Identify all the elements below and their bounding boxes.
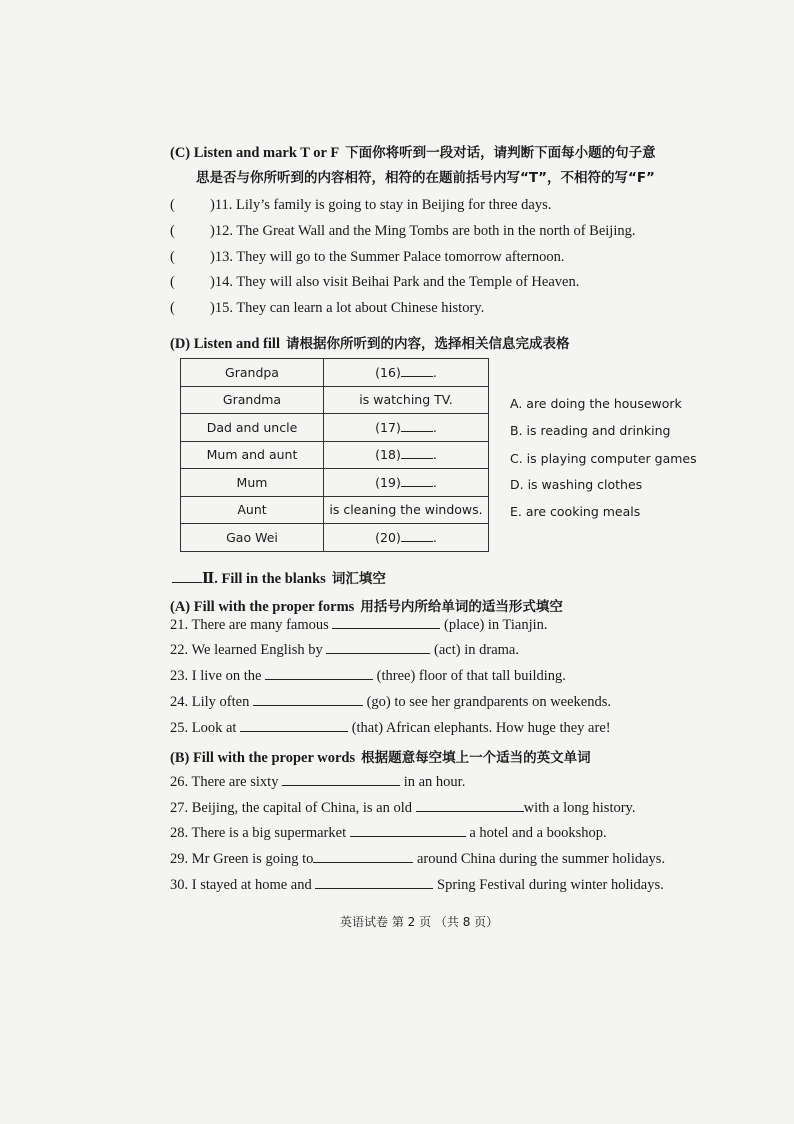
tf-text: )11. Lily’s family is going to stay in Beijing for three days. [210,197,552,213]
tf-item-15 [170,300,484,317]
table-cell-person: Grandpa [181,359,324,387]
section-b-title: (B) Fill with the proper words [170,750,356,766]
part-2-title: Ⅱ. Fill in the blanks [202,571,326,587]
activity-dot: . [432,474,437,490]
fill-item-27 [170,799,636,817]
table-row [181,386,489,414]
table-cell-activity: is watching TV. [324,386,489,414]
part-2-title-cn: 词汇填空 [331,571,386,587]
option-b: B. is reading and drinking [510,423,671,438]
answer-blank[interactable] [401,476,433,487]
section-a-title: (A) Fill with the proper forms [170,599,355,615]
section-a-instruction: 用括号内所给单词的适当形式填空 [360,599,563,615]
section-a-heading [170,595,563,616]
table-row [181,496,489,524]
activity-text: (17) [375,419,401,435]
option-a: A. are doing the housework [510,396,682,411]
activity-text: (18) [375,447,401,463]
table-cell-person: Grandma [181,386,324,414]
tf-paren: ( [170,249,175,265]
item-text-after: with a long history. [523,800,636,816]
item-text-after: (place) in Tianjin. [444,617,548,633]
item-text-before: 24. Lily often [170,694,250,710]
section-c-title: (C) Listen and mark T or F [170,145,340,161]
table-cell-activity: is cleaning the windows. [324,496,489,524]
section-d-instruction: 请根据你所听到的内容，选择相关信息完成表格 [285,336,570,352]
tf-paren: ( [170,300,175,316]
answer-blank[interactable] [313,850,413,863]
tf-text: )15. They can learn a lot about Chinese history. [210,300,485,316]
item-text-after: (go) to see her grandparents on weekends. [366,694,611,710]
item-text-after: a hotel and a bookshop. [469,825,607,841]
fill-item-21 [170,616,548,634]
item-text-after: in an hour. [403,774,466,790]
activity-dot: . [432,447,437,463]
section-c-instruction-2: 思是否与你所听到的内容相符，相符的在题前括号内写“T”，不相符的写“F” [196,170,655,186]
fill-item-28 [170,824,607,842]
score-blank[interactable] [172,570,202,583]
answer-blank[interactable] [265,667,373,680]
answer-blank[interactable] [282,773,400,786]
activity-dot: . [432,419,437,435]
answer-blank[interactable] [401,366,433,377]
table-row [181,414,489,442]
table-cell-activity [324,441,489,469]
table-cell-activity [324,469,489,497]
item-text-before: 25. Look at [170,720,237,736]
answer-blank[interactable] [401,448,433,459]
tf-item-11 [170,197,551,214]
item-text-before: 28. There is a big supermarket [170,825,347,841]
item-text-after: around China during the summer holidays. [417,851,666,867]
item-text-before: 27. Beijing, the capital of China, is an old [170,800,413,816]
answer-blank[interactable] [401,421,433,432]
section-c-instruction-1: 下面你将听到一段对话，请判断下面每小题的句子意 [345,145,656,161]
part-2-heading [172,567,386,588]
item-text-before: 26. There are sixty [170,774,279,790]
page-footer: 英语试卷 第 2 页 （共 8 页） [340,915,499,929]
fill-item-23 [170,667,566,685]
tf-paren: ( [170,197,175,213]
answer-blank[interactable] [326,641,430,654]
option-e: E. are cooking meals [510,504,641,519]
section-c-heading [170,141,656,162]
fill-item-24 [170,693,611,711]
section-d-title: (D) Listen and fill [170,336,280,352]
table-cell-person: Dad and uncle [181,414,324,442]
item-text-after: (three) floor of that tall building. [376,668,566,684]
table-row [181,469,489,497]
tf-item-13 [170,249,565,266]
answer-blank[interactable] [401,531,433,542]
tf-text: )12. The Great Wall and the Ming Tombs are both in the north of Beijing. [210,223,636,239]
activity-dot: . [432,364,437,380]
activity-dot: . [432,529,437,545]
answer-blank[interactable] [315,876,433,889]
tf-text: )14. They will also visit Beihai Park and the Temple of Heaven. [210,274,580,290]
activity-text: (19) [375,474,401,490]
table-cell-activity [324,524,489,552]
table-cell-person: Gao Wei [181,524,324,552]
answer-blank[interactable] [350,824,466,837]
fill-item-22 [170,641,519,659]
table-cell-activity [324,414,489,442]
fill-item-29 [170,850,665,868]
option-d: D. is washing clothes [510,477,643,492]
fill-item-30 [170,876,664,894]
item-text-before: 23. I live on the [170,668,262,684]
fill-item-26 [170,773,465,791]
tf-item-12 [170,223,636,240]
item-text-before: 29. Mr Green is going to [170,851,314,867]
tf-paren: ( [170,223,175,239]
activity-text: (16) [375,364,401,380]
table-row [181,524,489,552]
listening-fill-table [180,358,489,552]
section-d-heading [170,332,569,353]
table-row [181,359,489,387]
table-cell-person: Mum [181,469,324,497]
activity-text: (20) [375,529,401,545]
section-b-heading [170,746,591,767]
option-c: C. is playing computer games [510,451,697,466]
tf-item-14 [170,274,579,291]
item-text-after: Spring Festival during winter holidays. [437,877,664,893]
answer-blank[interactable] [253,693,363,706]
section-b-instruction: 根据题意每空填上一个适当的英文单词 [361,750,591,766]
item-text-before: 21. There are many famous [170,617,329,633]
answer-blank[interactable] [332,616,440,629]
table-row [181,441,489,469]
table-cell-person: Aunt [181,496,324,524]
item-text-after: (that) African elephants. How huge they are! [351,720,611,736]
answer-blank[interactable] [416,799,524,812]
fill-item-25 [170,719,611,737]
tf-paren: ( [170,274,175,290]
item-text-after: (act) in drama. [434,642,519,658]
item-text-before: 22. We learned English by [170,642,323,658]
table-cell-person: Mum and aunt [181,441,324,469]
item-text-before: 30. I stayed at home and [170,877,312,893]
table-cell-activity [324,359,489,387]
answer-blank[interactable] [240,719,348,732]
tf-text: )13. They will go to the Summer Palace tomorrow afternoon. [210,249,565,265]
